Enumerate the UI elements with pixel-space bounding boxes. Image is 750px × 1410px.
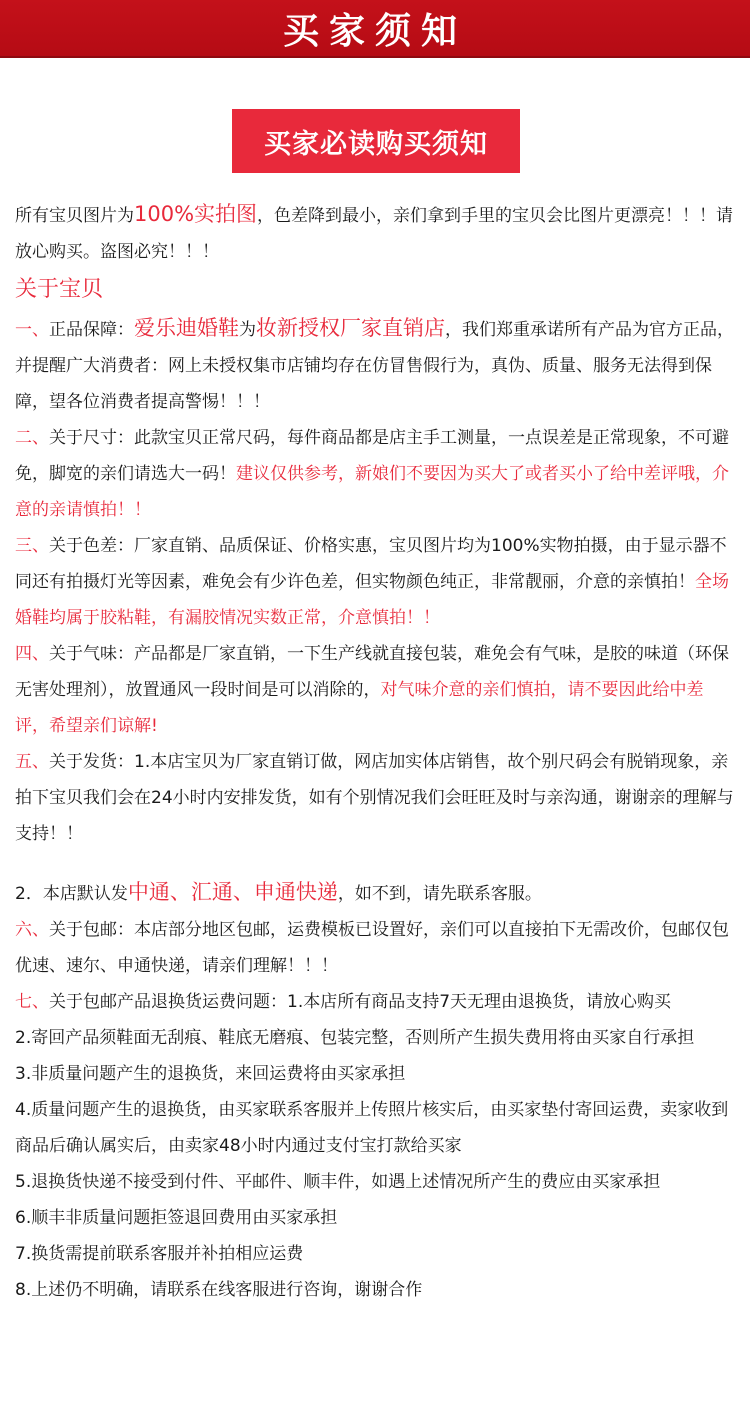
intro-highlight: 100%实拍图: [134, 202, 258, 226]
paragraph-1: [15, 310, 737, 420]
notice-content: [15, 196, 737, 1308]
p1-text-e: ，我们郑重承诺所有产品为官方正品，并提醒广大消费者：网上未授权集市店铺均存在仿冒售假行为，真伪、质量、服务无法得到保障，望各位消费者提高警惕！！！: [15, 320, 734, 412]
about-title: 关于宝贝: [15, 277, 104, 302]
p5-text-a: 关于发货：1.本店宝贝为厂家直销订做，网店加实体店销售，故个别尺码会有脱销现象，亲拍下宝贝我们会在24小时内安排发货，如有个别情况我们会旺旺及时与亲沟通，谢谢亲的理解与支持！！: [15, 752, 734, 844]
p2-text-a: 关于尺寸：此款宝贝正常尺码，每件商品都是店主手工测量，一点误差是正常现象，不可避免，脚宽的亲们请选大一码！: [15, 428, 729, 484]
intro-paragraph: [15, 196, 737, 270]
p1-label: 一、: [15, 320, 49, 340]
header-banner: [0, 0, 750, 58]
list-item: 3.非质量问题产生的退换货，来回运费将由买家承担: [15, 1064, 406, 1084]
p4-warning: 对气味介意的亲们慎拍，请不要因此给中差评，希望亲们谅解!: [15, 680, 704, 736]
p5b-text-a: 2．本店默认发: [15, 884, 128, 904]
banner-title: 买家须知: [282, 9, 467, 52]
p2-warning: 建议仅供参考，新娘们不要因为买大了或者买小了给中差评哦，介意的亲请慎拍！！: [15, 464, 729, 520]
p6-label: 六、: [15, 920, 49, 940]
p5b-couriers: 中通、汇通、申通快递: [127, 880, 338, 904]
p7-text-a: 关于包邮产品退换货运费问题：1.本店所有商品支持7天无理由退换货，请放心购买: [49, 992, 672, 1012]
list-item: 7.换货需提前联系客服并补拍相应运费: [15, 1244, 304, 1264]
p1-text-c: 为: [239, 320, 256, 340]
list-item: 2.寄回产品须鞋面无刮痕、鞋底无磨痕、包装完整，否则所产生损失费用将由买家自行承担: [15, 1028, 695, 1048]
p1-store: 妆新授权厂家直销店: [256, 316, 445, 340]
p3-label: 三、: [15, 536, 49, 556]
p5-label: 五、: [15, 752, 49, 772]
p7-label: 七、: [15, 992, 49, 1012]
paragraph-5b: [15, 874, 737, 912]
list-item: 8.上述仍不明确，请联系在线客服进行咨询，谢谢合作: [15, 1280, 423, 1300]
p3-warning: 全场婚鞋均属于胶粘鞋，有漏胶情况实数正常，介意慎拍！！: [15, 572, 729, 628]
p4-text-a: 关于气味：产品都是厂家直销，一下生产线就直接包装，难免会有气味，是胶的味道（环保无害处理剂），放置通风一段时间是可以消除的，: [15, 644, 729, 700]
paragraph-2: [15, 420, 737, 528]
paragraph-4: [15, 636, 737, 744]
subtitle-text: 买家必读购买须知: [264, 128, 488, 160]
paragraph-3: [15, 528, 737, 636]
intro-text-c: ，色差降到最小，亲们拿到手里的宝贝会比图片更漂亮！！！请放心购买。盗图必究！！！: [15, 206, 734, 262]
paragraph-5: [15, 744, 737, 852]
p4-label: 四、: [15, 644, 49, 664]
p5b-text-c: ，如不到，请先联系客服。: [337, 884, 542, 904]
intro-text-a: 所有宝贝图片为: [15, 206, 134, 226]
spacer: [15, 852, 737, 874]
p3-text-a: 关于色差：厂家直销、品质保证、价格实惠，宝贝图片均为100%实物拍摄，由于显示器不同还有拍摄灯光等因素，难免会有少许色差，但实物颜色纯正，非常靓丽，介意的亲慎拍！: [15, 536, 727, 592]
subtitle-box: [232, 109, 520, 173]
list-item: 4.质量问题产生的退换货，由买家联系客服并上传照片核实后，由买家垫付寄回运费，卖家收到商品后确认属实后，由卖家48小时内通过支付宝打款给买家: [15, 1100, 729, 1156]
list-item: 5.退换货快递不接受到付件、平邮件、顺丰件，如遇上述情况所产生的费应由买家承担: [15, 1172, 661, 1192]
paragraph-6: [15, 912, 737, 984]
list-item: 6.顺丰非质量问题拒签退回费用由买家承担: [15, 1208, 338, 1228]
p6-text-a: 关于包邮：本店部分地区包邮，运费模板已设置好，亲们可以直接拍下无需改价，包邮仅包优速、速尔、申通快递，请亲们理解！！！: [15, 920, 729, 976]
paragraph-7: [15, 984, 737, 1020]
p2-label: 二、: [15, 428, 49, 448]
p1-text-a: 正品保障：: [49, 320, 134, 340]
p1-brand: 爱乐迪婚鞋: [134, 316, 239, 340]
